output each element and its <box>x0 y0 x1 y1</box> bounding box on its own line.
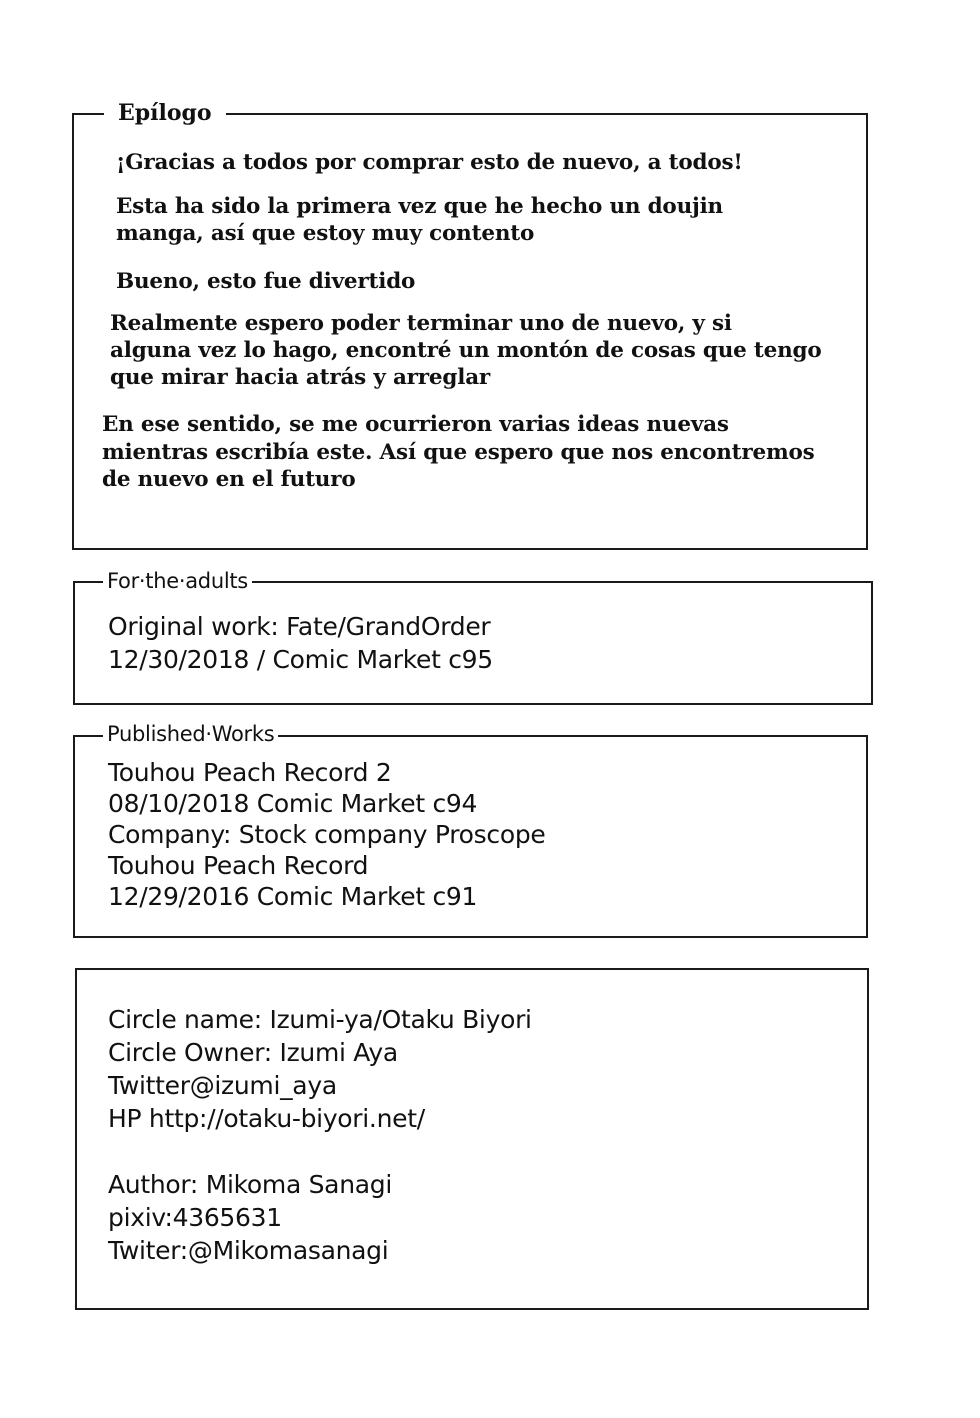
circle-line: pixiv:4365631 <box>108 1203 282 1232</box>
published-line: Company: Stock company Proscope <box>108 820 546 849</box>
adults-line: Original work: Fate/GrandOrder <box>108 612 491 641</box>
epilogue-line: Bueno, esto fue divertido <box>116 269 416 294</box>
epilogue-line: En ese sentido, se me ocurrieron varias ideas nuevas <box>102 412 729 437</box>
published-line: Touhou Peach Record 2 <box>108 758 392 787</box>
epilogue-line: ¡Gracias a todos por comprar esto de nuevo, a todos! <box>116 150 743 175</box>
circle-line: Author: Mikoma Sanagi <box>108 1170 392 1199</box>
circle-line: Twiter:@Mikomasanagi <box>108 1236 389 1265</box>
circle-line: Circle name: Izumi-ya/Otaku Biyori <box>108 1005 532 1034</box>
epilogue-line: alguna vez lo hago, encontré un montón de cosas que tengo <box>110 338 822 363</box>
epilogue-title: Epílogo <box>104 100 226 126</box>
adults-box <box>73 581 873 705</box>
circle-line: Twitter@izumi_aya <box>108 1071 337 1100</box>
epilogue-line: que mirar hacia atrás y arreglar <box>110 365 491 390</box>
epilogue-line: mientras escribía este. Así que espero que nos encontremos <box>102 440 815 465</box>
epilogue-line: de nuevo en el futuro <box>102 467 356 492</box>
published-line: 12/29/2016 Comic Market c91 <box>108 882 478 911</box>
circle-line: Circle Owner: Izumi Aya <box>108 1038 398 1067</box>
epilogue-line: Realmente espero poder terminar uno de nuevo, y si <box>110 311 732 336</box>
epilogue-line: Esta ha sido la primera vez que he hecho un doujin <box>116 194 723 219</box>
adults-title: For·the·adults <box>103 569 252 593</box>
published-title: Published·Works <box>103 722 278 746</box>
adults-line: 12/30/2018 / Comic Market c95 <box>108 645 493 674</box>
epilogue-line: manga, así que estoy muy contento <box>116 221 535 246</box>
published-line: Touhou Peach Record <box>108 851 369 880</box>
published-line: 08/10/2018 Comic Market c94 <box>108 789 478 818</box>
circle-line: HP http://otaku-biyori.net/ <box>108 1104 425 1133</box>
